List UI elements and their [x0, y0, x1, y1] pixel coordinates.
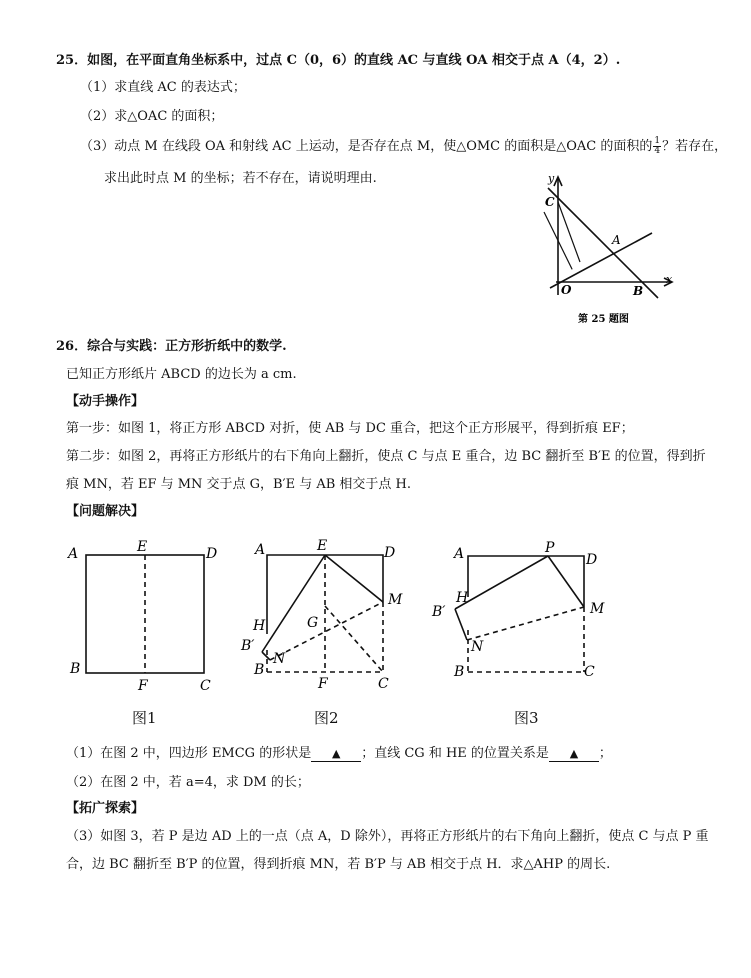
- q26-step2-line2: 痕 MN，若 EF 与 MN 交于点 G，B′E 与 AB 相交于点 H.: [66, 477, 411, 492]
- q25-part3-line2: 求出此时点 M 的坐标；若不存在，请说明理由.: [104, 171, 377, 186]
- fig2-label-b: B: [254, 662, 265, 678]
- fig1-label-b: B: [70, 661, 81, 677]
- q25-fraction-den: 4: [654, 146, 661, 156]
- fig3-label-b: B: [454, 664, 465, 680]
- fig3-label-c: C: [584, 664, 595, 680]
- fig2-label-e: E: [317, 538, 328, 554]
- q25-part3-tail: ？若存在，: [662, 139, 728, 154]
- q26-step2-line1: 第二步：如图 2，再将正方形纸片的右下角向上翻折，使点 C 与点 E 重合，边 BC 翻折至 B′E 的位置，得到折: [66, 449, 706, 464]
- fig3-crease-mn: [467, 607, 584, 640]
- fig2-edge-em: [325, 555, 383, 602]
- q25-fraction-num: 1: [654, 136, 661, 146]
- answer-blank-2[interactable]: ▲: [549, 747, 599, 762]
- fig2-label-n: N: [273, 651, 286, 667]
- fig3-edge-pb: [455, 556, 548, 609]
- q26-q1-part-a: （1）在图 2 中，四边形 EMCG 的形状是: [66, 746, 312, 761]
- q26-title: 26．综合与实践：正方形折纸中的数学.: [56, 339, 287, 354]
- q26-intro: 已知正方形纸片 ABCD 的边长为 a cm.: [66, 367, 297, 382]
- q26-question3-line2: 合，边 BC 翻折至 B′P 的位置，得到折痕 MN，若 B′P 与 AB 相交于点 H．求△AHP 的周长.: [66, 857, 611, 872]
- fig1-caption: 图1: [132, 709, 157, 727]
- fig2-label-d: D: [384, 545, 396, 561]
- q26-question1: [66, 745, 612, 763]
- fig3-label-m: M: [590, 601, 605, 617]
- fig1-label-f: F: [138, 678, 148, 694]
- fig3-label-n: N: [471, 639, 484, 655]
- answer-blank-1[interactable]: ▲: [311, 747, 361, 762]
- q26-section-hands-on: 【动手操作】: [66, 394, 145, 409]
- fig3-label-p: P: [545, 540, 555, 556]
- fig2-edge-eb: [262, 555, 325, 652]
- q25-part2: （2）求△OAC 的面积；: [80, 109, 224, 124]
- q26-section-solve: 【问题解决】: [66, 504, 145, 519]
- fig2-label-bprime: B′: [241, 638, 255, 654]
- label-b: B: [633, 284, 644, 298]
- q25-figure-caption: 第 25 题图: [578, 314, 629, 325]
- figure-1: [86, 555, 204, 673]
- fig2-caption: 图2: [314, 709, 339, 727]
- label-y: y: [548, 172, 555, 185]
- q26-step1: 第一步：如图 1，将正方形 ABCD 对折，使 AB 与 DC 重合，把这个正方形展平，得到折痕 EF；: [66, 421, 634, 436]
- q26-section-explore: 【拓广探索】: [66, 801, 145, 816]
- fig1-label-d: D: [206, 546, 218, 562]
- fig2-label-h: H: [253, 618, 266, 634]
- label-a: A: [612, 233, 621, 247]
- label-c: C: [545, 195, 555, 209]
- q26-q1-part-b: ；直线 CG 和 HE 的位置关系是: [361, 746, 549, 761]
- fig2-label-f: F: [318, 676, 328, 692]
- q25-part1: （1）求直线 AC 的表达式；: [80, 80, 246, 95]
- fig3-label-bprime: B′: [432, 604, 446, 620]
- q25-part3-text: （3）动点 M 在线段 OA 和射线 AC 上运动，是否存在点 M，使△OMC 的面积是△OAC 的面积的: [80, 139, 653, 154]
- q26-question2: （2）在图 2 中，若 a=4，求 DM 的长；: [66, 775, 310, 790]
- fig2-label-g: G: [307, 615, 319, 631]
- fig1-label-c: C: [200, 678, 211, 694]
- label-o: O: [561, 283, 572, 297]
- fig1-label-e: E: [137, 539, 148, 555]
- fig2-label-c: C: [378, 676, 389, 692]
- fig3-label-h: H: [456, 590, 469, 606]
- fig2-line-gc: [325, 606, 383, 672]
- fig2-label-a: A: [255, 542, 266, 558]
- fig2-edge-bn: [262, 652, 270, 660]
- fig3-label-d: D: [586, 552, 598, 568]
- q25-title: 25．如图，在平面直角坐标系中，过点 C（0，6）的直线 AC 与直线 OA 相交于点 A（4，2）.: [56, 53, 621, 68]
- q26-question3-line1: （3）如图 3，若 P 是边 AD 上的一点（点 A，D 除外），再将正方形纸片的右下角向上翻折，使点 C 与点 P 重: [66, 829, 709, 844]
- fig3-edge-bn: [455, 609, 467, 640]
- q26-q1-part-c: ；: [598, 746, 612, 761]
- fig3-caption: 图3: [514, 709, 539, 727]
- fig2-label-m: M: [388, 592, 403, 608]
- fig3-label-a: A: [454, 546, 465, 562]
- fig1-label-a: A: [68, 546, 79, 562]
- fig3-edge-pm: [548, 556, 584, 607]
- fig2-crease-mn: [270, 602, 383, 660]
- label-x: x: [666, 273, 673, 286]
